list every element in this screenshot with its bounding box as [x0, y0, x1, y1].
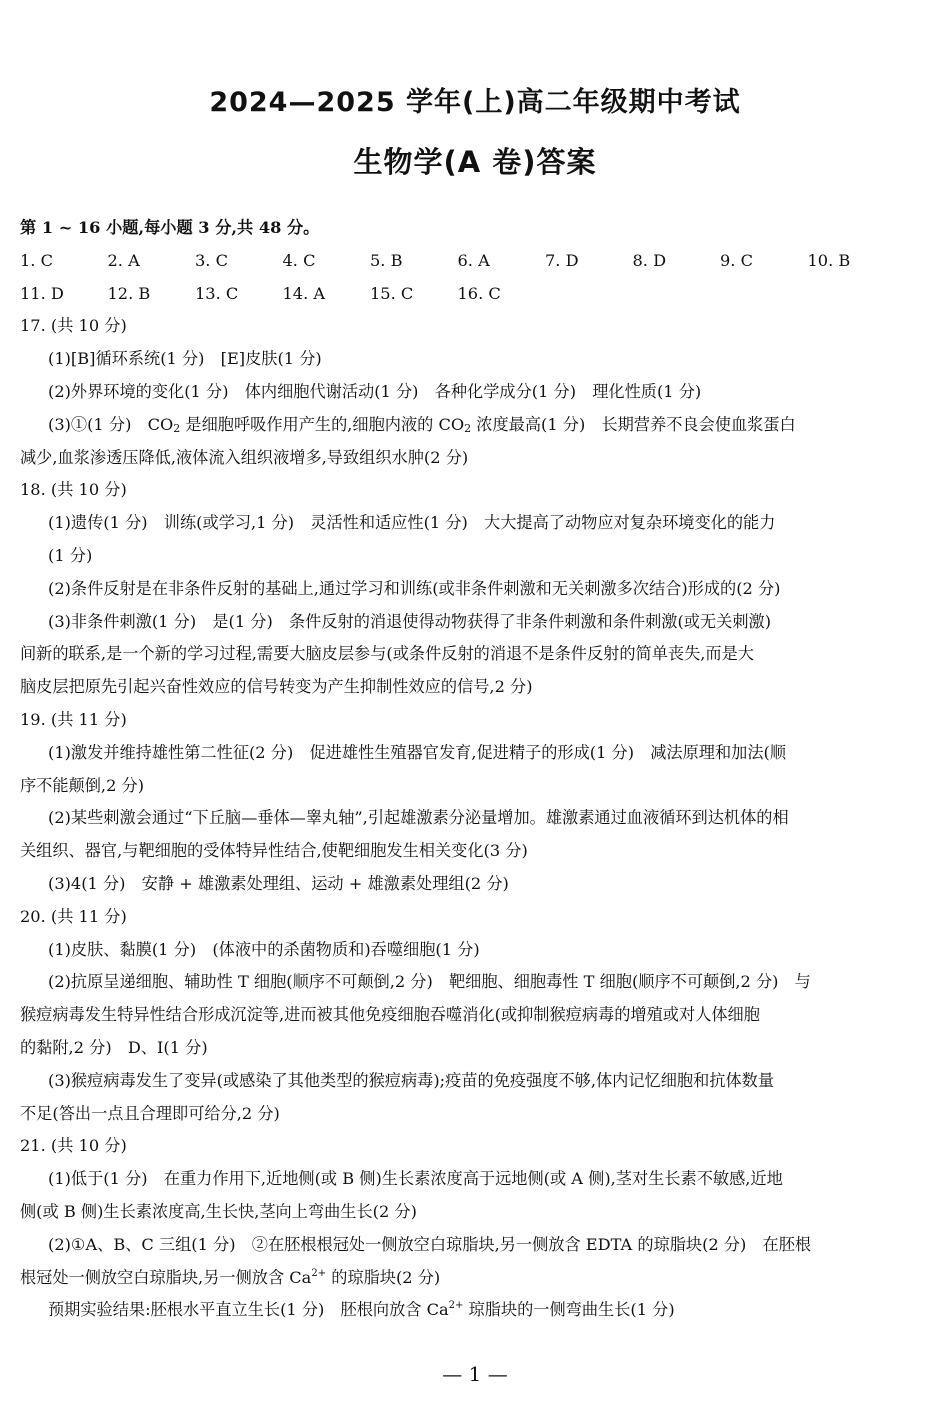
q21-line: 侧(或 B 侧)生长素浓度高,生长快,茎向上弯曲生长(2 分): [20, 1201, 417, 1221]
q19-line: 序不能颠倒,2 分): [20, 775, 145, 795]
q21-line: [20, 1294, 930, 1327]
q19-line: (2)某些刺激会通过“下丘脑—垂体—睾丸轴”,引起雄激素分泌量增加。雄激素通过血液循环到达机体的相: [48, 808, 789, 828]
mc-answers-row-1: [20, 245, 930, 278]
mc-answer: 3. C: [195, 250, 228, 270]
q19-line: 关组织、器官,与靶细胞的受体特异性结合,使靶细胞发生相关变化(3 分): [20, 841, 528, 861]
mc-answer: 10. B: [807, 250, 851, 270]
subscript: 2: [464, 421, 472, 435]
q21-text: 琼脂块的一侧弯曲生长(1 分): [463, 1300, 675, 1320]
page-subtitle: 生物学(A 卷)答案: [353, 145, 597, 179]
mc-answer: 15. C: [370, 283, 414, 303]
mc-answer: 14. A: [282, 283, 326, 303]
mc-answer: 13. C: [195, 283, 239, 303]
page-title: 2024—2025 学年(上)高二年级期中考试: [209, 87, 741, 118]
q21-line: [20, 1262, 930, 1295]
superscript: 2+: [311, 1267, 327, 1279]
q21-text: 根冠处一侧放空白琼脂块,另一侧放含 Ca: [20, 1267, 312, 1287]
q17-line: (2)外界环境的变化(1 分) 体内细胞代谢活动(1 分) 各种化学成分(1 分) 理化性质(1 分): [48, 381, 702, 401]
mc-answer: 1. C: [20, 250, 53, 270]
page-number: — 1 —: [442, 1362, 508, 1386]
q18-heading: 18. (共 10 分): [20, 480, 127, 500]
q20-line: (1)皮肤、黏膜(1 分) (体液中的杀菌物质和)吞噬细胞(1 分): [48, 939, 480, 959]
q17-line: (1)[B]循环系统(1 分) [E]皮肤(1 分): [48, 349, 322, 369]
mc-answer: 6. A: [457, 250, 490, 270]
q21-heading: 21. (共 10 分): [20, 1136, 127, 1156]
q17-heading: 17. (共 10 分): [20, 316, 127, 336]
mc-answer: 16. C: [457, 283, 501, 303]
q20-heading: 20. (共 11 分): [20, 906, 127, 926]
subscript: 2: [173, 421, 181, 435]
mc-intro: 第 1 ~ 16 小题,每小题 3 分,共 48 分。: [20, 218, 320, 237]
superscript: 2+: [448, 1300, 464, 1312]
q17-line: [20, 409, 930, 442]
q18-line: 间新的联系,是一个新的学习过程,需要大脑皮层参与(或条件反射的消退不是条件反射的简单丧失,而是大: [20, 644, 754, 664]
mc-answer: 11. D: [20, 283, 64, 303]
q20-line: 的黏附,2 分) D、I(1 分): [20, 1037, 208, 1057]
mc-answers-row-2: [20, 278, 930, 311]
q20-line: 不足(答出一点且合理即可给分,2 分): [20, 1103, 280, 1123]
mc-answer: 7. D: [545, 250, 579, 270]
q20-line: 猴痘病毒发生特异性结合形成沉淀等,进而被其他免疫细胞吞噬消化(或抑制猴痘病毒的增殖或对人体细胞: [20, 1005, 760, 1025]
q21-line: (2)①A、B、C 三组(1 分) ②在胚根根冠处一侧放空白琼脂块,另一侧放含 EDTA 的琼脂块(2 分) 在胚根: [48, 1234, 812, 1254]
q18-line: (3)非条件刺激(1 分) 是(1 分) 条件反射的消退使得动物获得了非条件刺激和条件刺激(或无关刺激): [48, 611, 772, 631]
q21-line: (1)低于(1 分) 在重力作用下,近地侧(或 B 侧)生长素浓度高于远地侧(或 A 侧),茎对生长素不敏感,近地: [48, 1169, 783, 1189]
q18-line: (1 分): [48, 545, 93, 565]
q21-text: 预期实验结果:胚根水平直立生长(1 分) 胚根向放含 Ca: [48, 1300, 449, 1320]
mc-answer: 8. D: [632, 250, 667, 270]
mc-answer: 9. C: [720, 250, 753, 270]
q19-line: (3)4(1 分) 安静 + 雄激素处理组、运动 + 雄激素处理组(2 分): [48, 873, 509, 893]
answer-body: [20, 212, 930, 1327]
q17-text: 浓度最高(1 分) 长期营养不良会使血浆蛋白: [471, 414, 796, 434]
q19-heading: 19. (共 11 分): [20, 709, 127, 729]
q20-line: (3)猴痘病毒发生了变异(或感染了其他类型的猴痘病毒);疫苗的免疫强度不够,体内记忆细胞和抗体数量: [48, 1070, 775, 1090]
mc-answer: 5. B: [370, 250, 403, 270]
q18-line: (1)遗传(1 分) 训练(或学习,1 分) 灵活性和适应性(1 分) 大大提高了动物应对复杂环境变化的能力: [48, 513, 776, 533]
q19-line: (1)激发并维持雄性第二性征(2 分) 促进雄性生殖器官发育,促进精子的形成(1 分) 减法原理和加法(顺: [48, 742, 787, 762]
q18-line: 脑皮层把原先引起兴奋性效应的信号转变为产生抑制性效应的信号,2 分): [20, 677, 533, 697]
mc-answer: 2. A: [107, 250, 140, 270]
q17-text: 是细胞呼吸作用产生的,细胞内液的 CO: [180, 414, 465, 434]
mc-answer: 12. B: [107, 283, 151, 303]
q17-text: (3)①(1 分) CO: [48, 414, 174, 434]
q17-line: 减少,血浆渗透压降低,液体流入组织液增多,导致组织水肿(2 分): [20, 447, 469, 467]
mc-answer: 4. C: [282, 250, 316, 270]
q18-line: (2)条件反射是在非条件反射的基础上,通过学习和训练(或非条件刺激和无关刺激多次结合)形成的(2 分): [48, 578, 781, 598]
q20-line: (2)抗原呈递细胞、辅助性 T 细胞(顺序不可颠倒,2 分) 靶细胞、细胞毒性 T 细胞(顺序不可颠倒,2 分) 与: [48, 972, 811, 992]
q21-text: 的琼脂块(2 分): [326, 1267, 441, 1287]
